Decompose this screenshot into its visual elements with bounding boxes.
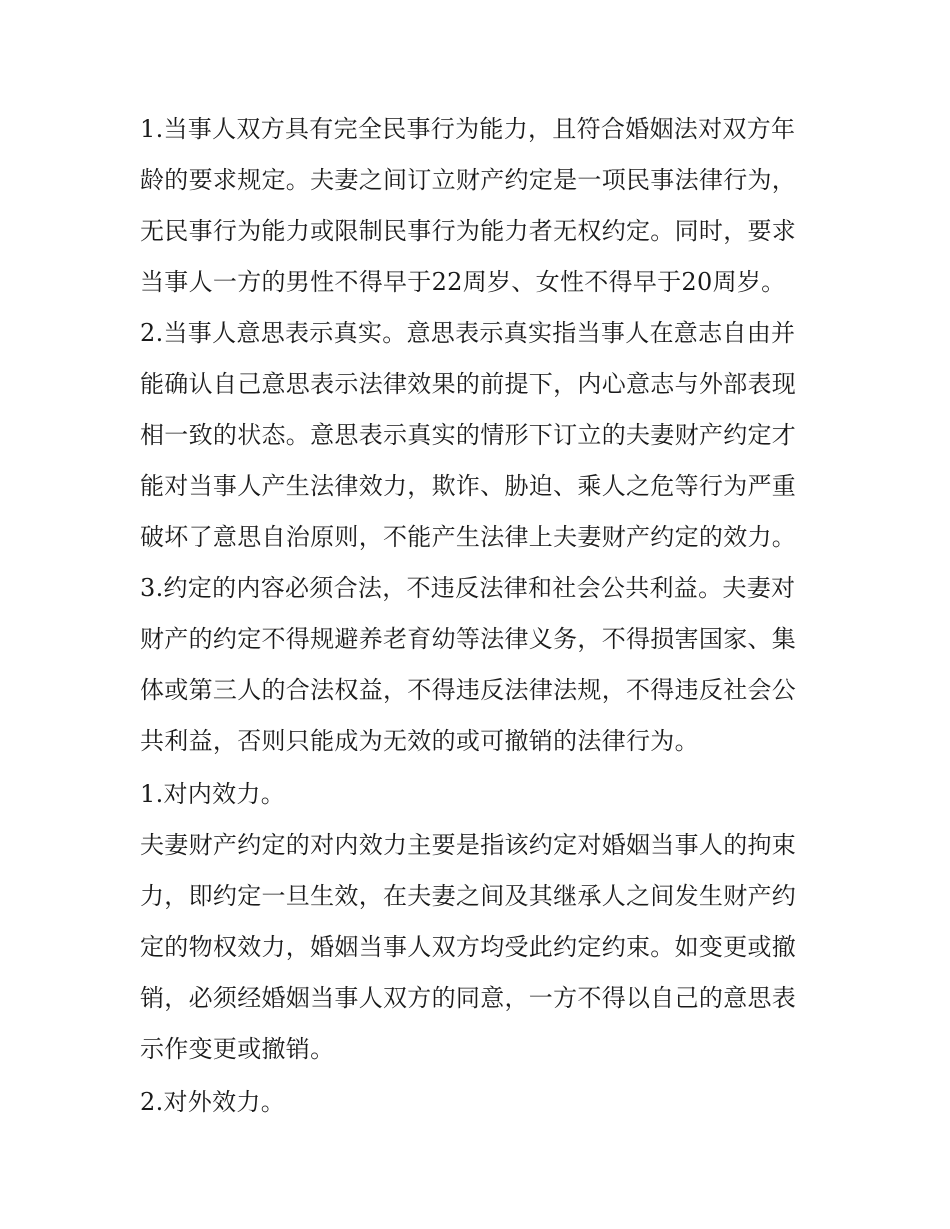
text-line: 当事人一方的男性不得早于22周岁、女性不得早于20周岁。 (140, 268, 786, 296)
text-line: 共利益，否则只能成为无效的或可撤销的法律行为。 (140, 727, 699, 755)
text-line: 无民事行为能力或限制民事行为能力者无权约定。同时，要求 (140, 217, 797, 245)
text-line: 能对当事人产生法律效力，欺诈、胁迫、乘人之危等行为严重 (140, 472, 797, 500)
text-line: 力，即约定一旦生效，在夫妻之间及其继承人之间发生财产约 (140, 882, 797, 910)
document-body (140, 104, 820, 1128)
text-line: 体或第三人的合法权益，不得违反法律法规，不得违反社会公 (140, 676, 797, 704)
text-line: 1.当事人双方具有完全民事行为能力，且符合婚姻法对双方年 (140, 115, 796, 143)
text-line: 夫妻财产约定的对内效力主要是指该约定对婚姻当事人的拘束 (140, 831, 797, 859)
text-line: 能确认自己意思表示法律效果的前提下，内心意志与外部表现 (140, 370, 797, 398)
text-line: 3.约定的内容必须合法，不违反法律和社会公共利益。夫妻对 (140, 574, 796, 602)
text-line: 定的物权效力，婚姻当事人双方均受此约定约束。如变更或撤 (140, 933, 797, 961)
text-line: 相一致的状态。意思表示真实的情形下订立的夫妻财产约定才 (140, 421, 797, 449)
text-line: 财产的约定不得规避养老育幼等法律义务，不得损害国家、集 (140, 625, 797, 653)
section-heading: 1.对内效力。 (140, 780, 285, 808)
text-line: 2.当事人意思表示真实。意思表示真实指当事人在意志自由并 (140, 319, 796, 347)
text-line: 销，必须经婚姻当事人双方的同意，一方不得以自己的意思表 (140, 984, 797, 1012)
text-line: 示作变更或撤销。 (140, 1035, 335, 1063)
section-heading: 2.对外效力。 (140, 1088, 285, 1116)
text-line: 龄的要求规定。夫妻之间订立财产约定是一项民事法律行为， (140, 166, 797, 194)
text-line: 破坏了意思自治原则，不能产生法律上夫妻财产约定的效力。 (140, 523, 797, 551)
